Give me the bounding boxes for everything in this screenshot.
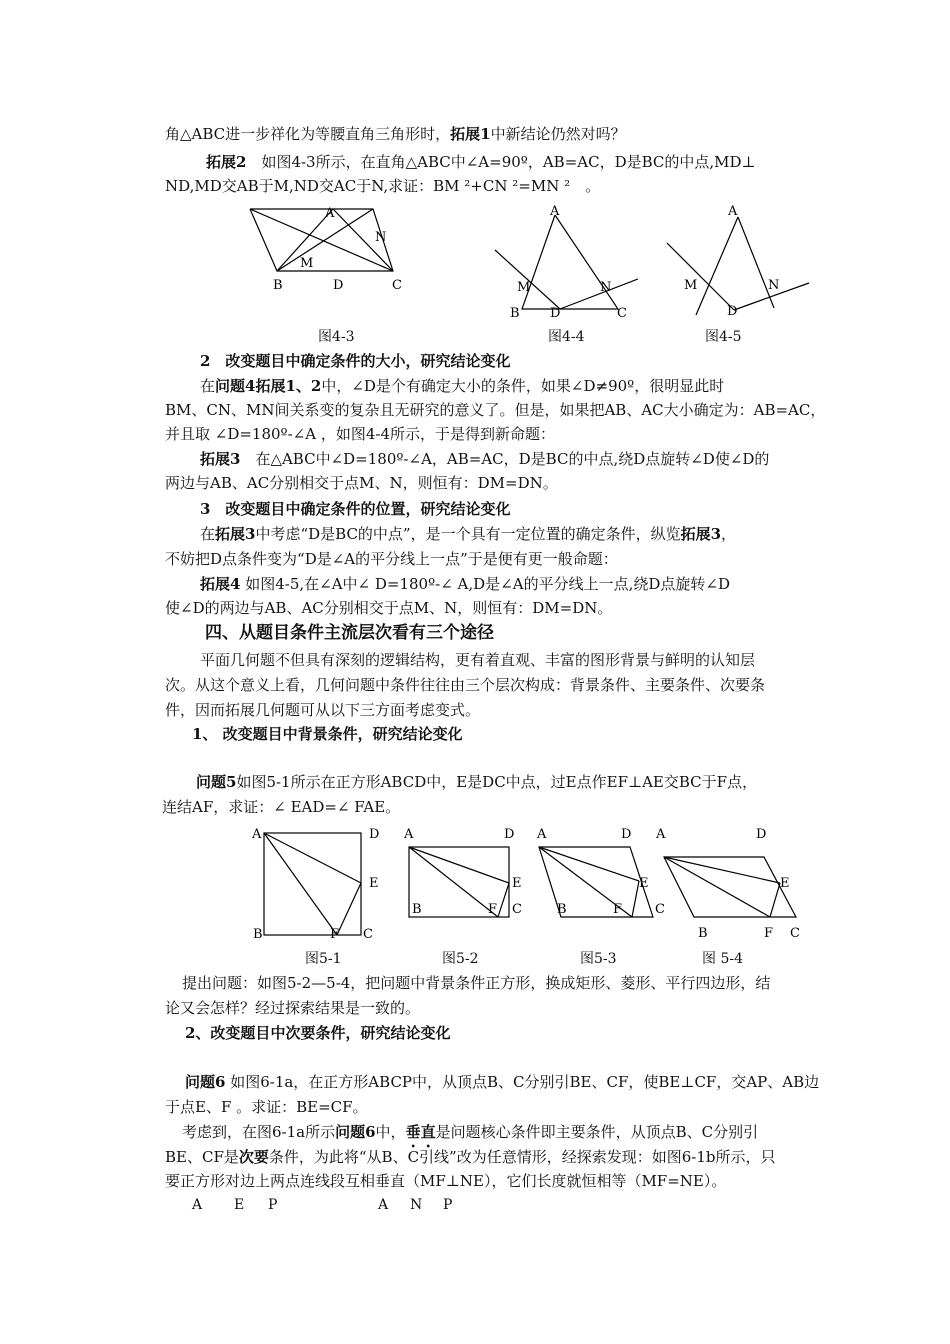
label-d: D [727,304,738,318]
label-c: C [363,927,373,942]
label-n: N [768,278,780,293]
figure-label: P [443,1197,453,1213]
figure-caption: 图5-1 [305,951,342,967]
figure-label: E [234,1197,245,1213]
label-d: D [621,827,632,842]
label-c: C [512,902,522,917]
text-line: 拓展2 如图4-3所示，在直角△ABC中∠A=90º，AB=AC，D是BC的中点,MD⊥ [206,153,756,171]
label-a: A [252,827,262,842]
text-line: 次。从这个意义上看，几何问题中条件往往由三个层次构成：背景条件、主要条件、次要条 [165,676,766,694]
label-c: C [790,926,800,941]
figure-caption: 图 5-4 [702,951,743,967]
figure-caption: 图4-4 [548,329,585,345]
label-e: E [639,876,649,891]
label-b: B [510,306,520,318]
figure-label: N [410,1197,423,1213]
figure-4-5 [664,203,814,318]
text-line: 拓展4 如图4-5,在∠A中∠ D=180º-∠ A,D是∠A的平分线上一点,绕D点旋转∠D [200,575,730,593]
text-line: BM、CN、MN间关系变的复杂且无研究的意义了。但是，如果把AB、AC大小确定为：AB=AC， [165,401,826,419]
text-line: 不妨把D点条件变为“D是∠A的平分线上一点”于是便有更一般命题： [165,550,618,568]
label-d: D [369,827,380,842]
label-a: A [404,827,414,842]
label-a: A [537,827,547,842]
figure-label: A [192,1197,203,1213]
label-f: F [488,902,498,917]
label-e: E [369,876,379,891]
label-n: N [375,230,387,245]
section-heading: 1、 改变题目中背景条件，研究结论变化 [192,725,463,743]
section-heading: 3 改变题目中确定条件的位置，研究结论变化 [200,500,511,518]
text-line: 要正方形对边上两点连线段互相垂直（MF⊥NE），它们长度就恒相等（MF=NE）。 [165,1172,727,1190]
figure-label: P [268,1197,278,1213]
label-a: A [550,204,560,219]
figure-5-3 [533,825,668,925]
label-b: B [253,927,263,942]
label-e: E [780,876,790,891]
label-m: M [517,280,531,295]
figure-5-2 [400,825,530,925]
label-a: A [325,206,335,221]
text-line: 平面几何题不但具有深刻的逻辑结构，更有着直观、丰富的图形背景与鲜明的认知层 [200,651,756,669]
text-line: 问题5如图5-1所示在正方形ABCD中，E是DC中点，过E点作EF⊥AE交BC于F点， [196,773,758,791]
label-a: A [728,204,738,219]
text-line: 件，因而拓展几何题可从以下三方面考虑变式。 [165,701,481,719]
text-line: 并且取 ∠D=180º-∠A ，如图4-4所示，于是得到新命题： [165,425,556,443]
label-d: D [756,827,767,842]
figure-label: A [378,1197,389,1213]
label-d: D [504,827,515,842]
text-line: BE、CF是次要条件，为此将“从B、C引线”改为任意情形，经探索发现：如图6-1b所示，只 [165,1148,776,1166]
figure-caption: 图4-3 [318,329,355,345]
text-line: 于点E、F 。求证：BE=CF。 [165,1098,368,1116]
label-c: C [617,306,627,318]
text-line: 提出问题：如图5-2—5-4，把问题中背景条件正方形，换成矩形、菱形、平行四边形，结 [182,974,771,992]
text-line: 两边与AB、AC分别相交于点M、N，则恒有：DM=DN。 [165,474,558,492]
label-c: C [655,902,665,917]
label-f: F [613,902,623,917]
figure-caption: 图5-3 [580,951,617,967]
text-line: 角△ABC进一步祥化为等腰直角三角形时，拓展1中新结论仍然对吗？ [165,125,626,143]
label-c: C [392,278,402,290]
label-f: F [764,926,774,941]
label-f: F [330,927,340,942]
section-heading: 2 改变题目中确定条件的大小，研究结论变化 [200,352,511,370]
label-b: B [273,278,283,290]
text-line: 在拓展3中考虑“D是BC的中点”，是一个具有一定位置的确定条件，纵览拓展3， [200,525,737,543]
label-e: E [512,876,522,891]
figure-5-4 [652,825,807,943]
figure-5-1 [250,825,385,943]
label-d: D [333,278,344,290]
text-line: 在问题4拓展1、2中，∠D是个有确定大小的条件，如果∠D≠90º，很明显此时 [200,377,725,395]
label-b: B [698,926,708,941]
text-line: ND,MD交AB于M,ND交AC于N,求证：BM ²+CN ²=MN ² 。 [165,177,601,195]
label-d: D [550,306,561,318]
figure-4-4 [490,203,640,318]
text-line: 使∠D的两边与AB、AC分别相交于点M、N，则恒有：DM=DN。 [165,599,613,617]
text-line: 拓展3 在△ABC中∠D=180º-∠A，AB=AC，D是BC的中点,绕D点旋转∠D使∠D的 [200,450,770,468]
label-a: A [656,827,666,842]
text-line: 问题6 如图6-1a，在正方形ABCP中，从顶点B、C分别引BE、CF，使BE⊥CF，交AP、AB边 [185,1073,820,1091]
figure-4-3 [245,205,415,290]
label-n: N [600,280,612,295]
section-heading: 2、改变题目中次要条件，研究结论变化 [185,1024,451,1042]
label-m: M [684,278,698,293]
figure-caption: 图5-2 [442,951,479,967]
main-heading: 四、从题目条件主流层次看有三个途径 [205,623,494,643]
label-m: M [300,256,314,271]
text-line: 连结AF，求证：∠ EAD=∠ FAE。 [162,798,401,816]
text-line: 论又会怎样？经过探索结果是一致的。 [165,999,421,1017]
label-b: B [557,902,567,917]
text-line: 考虑到，在图6-1a所示问题6中，垂直是问题核心条件即主要条件，从顶点B、C分别引 [182,1123,759,1141]
figure-caption: 图4-5 [705,329,742,345]
label-b: B [412,902,422,917]
